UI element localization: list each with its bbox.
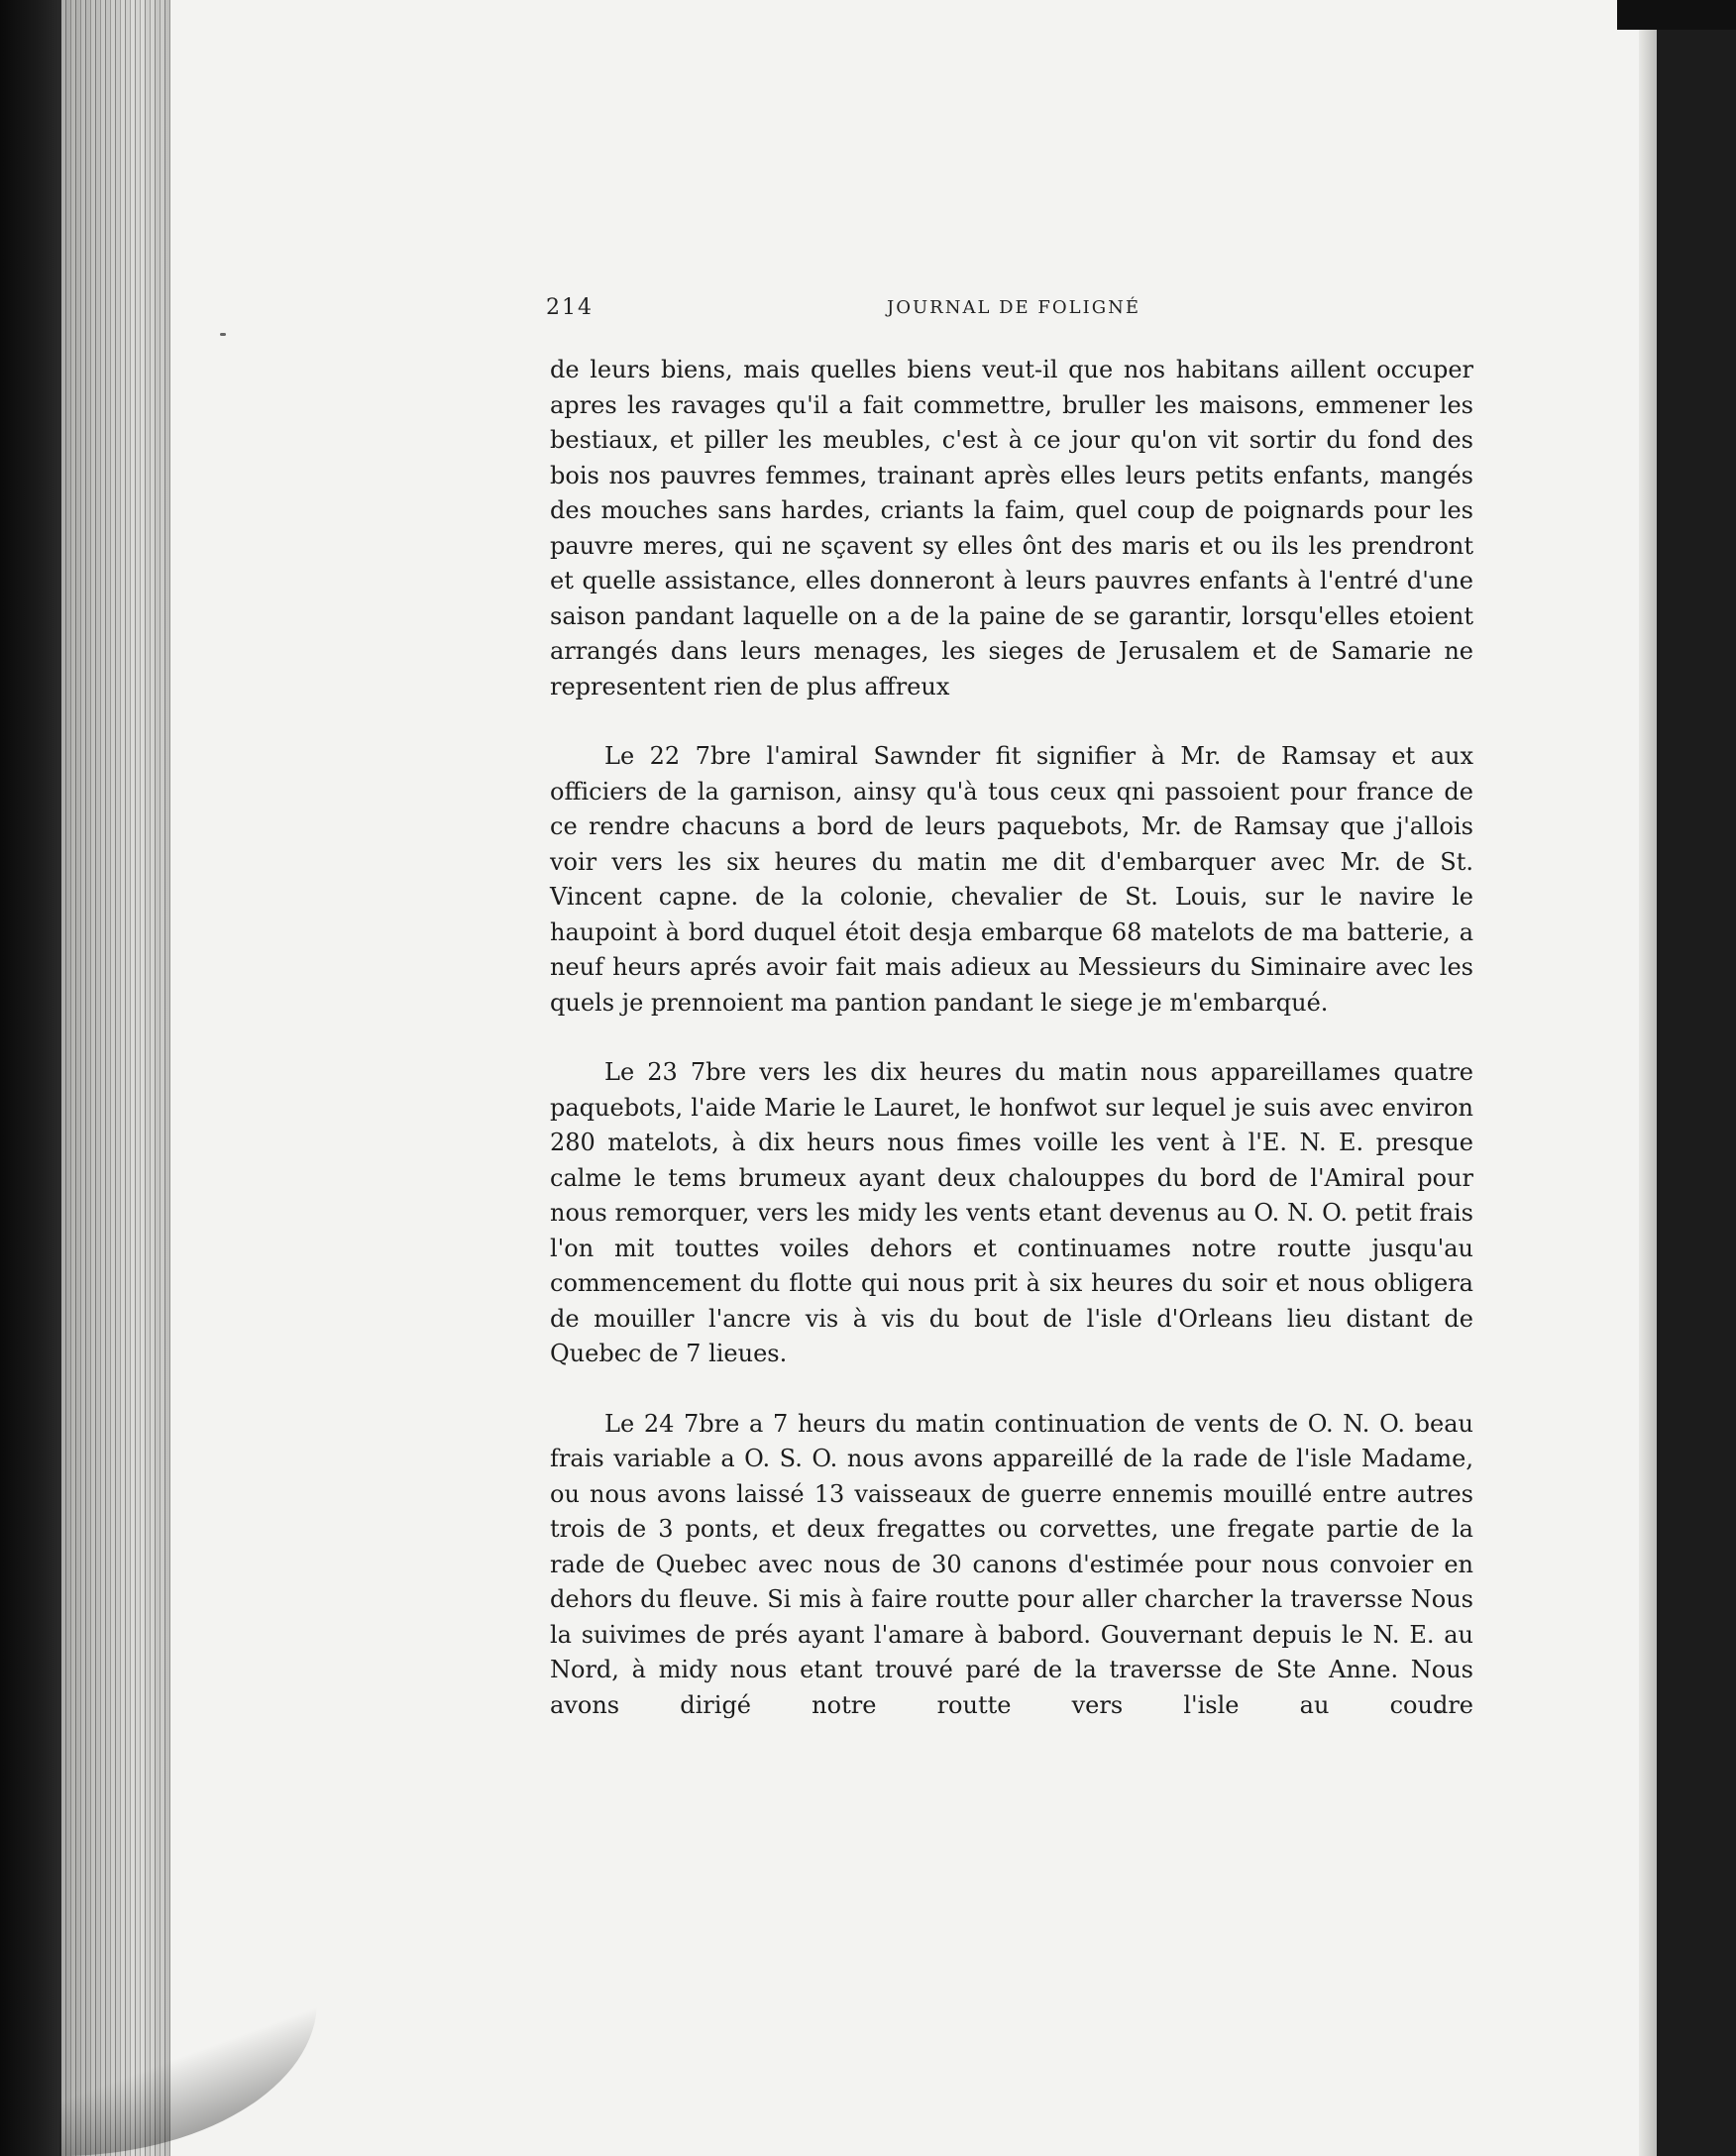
paragraph: Le 23 7bre vers les dix heures du matin nous appareillames quatre paquebots, l'aide Marie le Lauret, le honfwot sur lequel je suis avec environ 280 matelots, à dix heurs nous fimes voille les vent à l'E. N. E. presque calme le tems brumeux ayant deux chalouppes du bord de l'Amiral pour nous remorquer, vers les midy les vents etant devenus au O. N. O. petit frais l'on mit touttes voiles dehors et continuames notre routte jusqu'au commencement du flotte qui nous prit à six heures du soir et nous obligera de mouiller l'ancre vis à vis du bout de l'isle d'Orleans lieu distant de Quebec de 7 lieues. [550,1058,1473,1367]
paragraph: Le 24 7bre a 7 heurs du matin continuation de vents de O. N. O. beau frais variable a O. S. O. nous avons appareillé de la rade de l'isle Madame, ou nous avons laissé 13 vaisseaux de guerre ennemis mouillé entre autres trois de 3 ponts, et deux fregattes ou corvettes, une fregate partie de la rade de Quebec avec nous de 30 canons d'estimée pour nous convoier en dehors du fleuve. Si mis à faire routte pour aller charcher la traversse Nous la suivimes de prés ayant l'amare à babord. Gouvernant depuis le N. E. au Nord, à midy nous etant trouvé paré de la traversse de Ste Anne. Nous avons dirigé notre routte vers l'isle au coudre [550,1409,1473,1719]
page-edges-shadow [61,0,170,2156]
scan-background-left [0,0,61,2156]
paragraph: Le 22 7bre l'amiral Sawnder fit signifier à Mr. de Ramsay et aux officiers de la garnison, ainsy qu'à tous ceux qni passoient pour france de ce rendre chacuns a bord de leurs paquebots, Mr. de Ramsay que j'allois voir vers les six heures du matin me dit d'embarquer avec Mr. de St. Vincent capne. de la colonie, chevalier de St. Louis, sur le navire le haupoint à bord duquel étoit desja embarque 68 matelots de ma batterie, a neuf heurs aprés avoir fait mais adieux au Messieurs du Siminaire avec les quels je prennoient ma pantion pandant le siege je m'embarqué. [550,742,1473,1017]
facing-page-edge [1639,0,1657,2156]
page-number: 214 [546,295,594,320]
page-header [546,295,1481,335]
page-curl-shadow [59,2001,317,2156]
scan-corner [1617,0,1736,30]
paragraph: de leurs biens, mais quelles biens veut-il que nos habitans aillent occuper apres les ravages qu'il a fait commettre, bruller les maisons, emmener les bestiaux, et piller les meubles, c'est à ce jour qu'on vit sortir du fond des bois nos pauvres femmes, trainant après elles leurs petits enfants, mangés des mouches sans hardes, criants la faim, quel coup de poignards pour les pauvre meres, qui ne sçavent sy elles ônt des maris et ou ils les prendront et quelle assistance, elles donneront à leurs pauvres enfants à l'entré d'une saison pandant laquelle on a de la paine de se garantir, lorsqu'elles etoient arrangés dans leurs menages, les sieges de Jerusalem et de Samarie ne representent rien de plus affreux [550,356,1473,701]
running-title: JOURNAL DE FOLIGNÉ [887,297,1140,318]
body-text [550,353,1473,1723]
dust-speck [220,333,226,336]
scan-background-right [1657,0,1736,2156]
